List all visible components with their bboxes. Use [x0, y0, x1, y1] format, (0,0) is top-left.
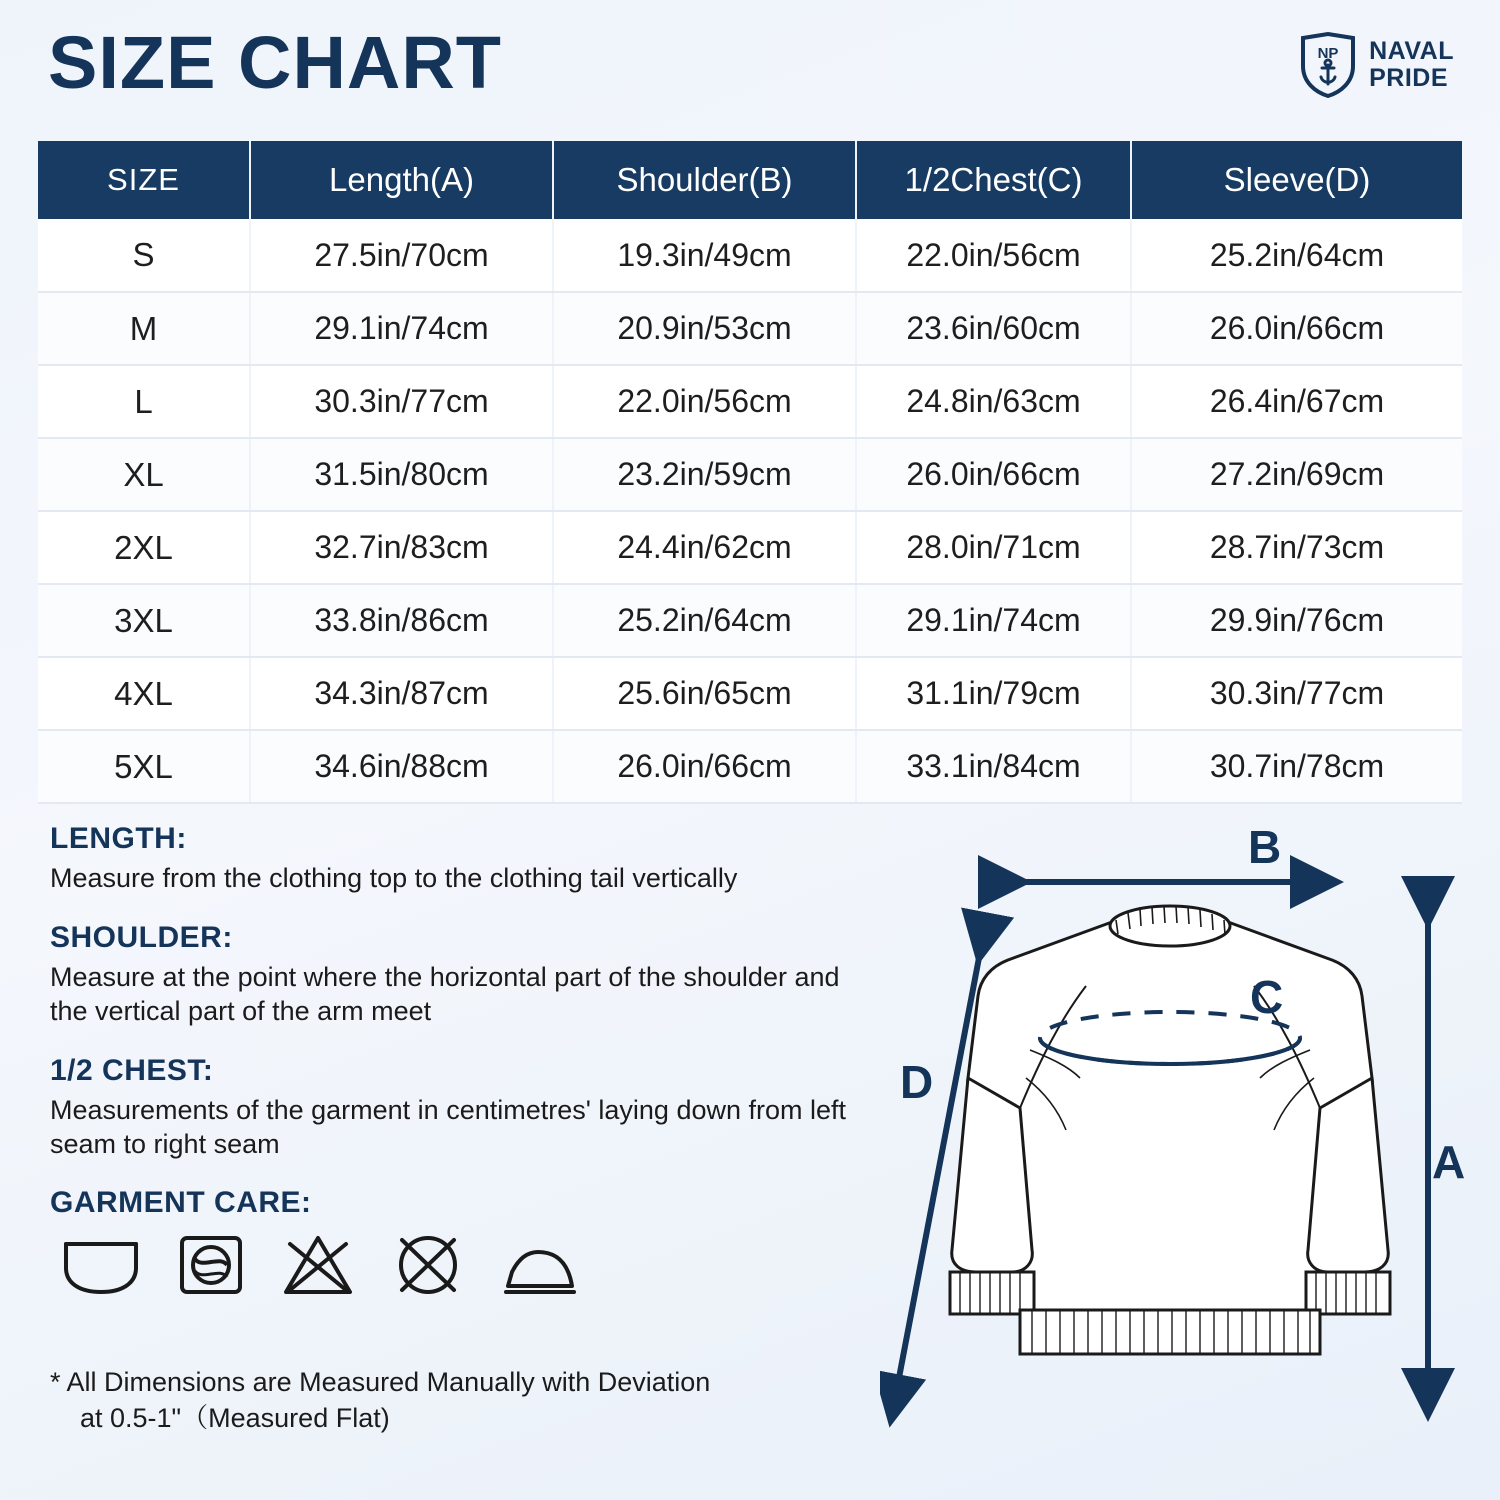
cell-length: 27.5in/70cm: [250, 219, 553, 292]
cell-length: 29.1in/74cm: [250, 292, 553, 365]
footnote-line2: at 0.5-1"（Measured Flat): [80, 1402, 390, 1433]
size-table-body: [38, 219, 1462, 803]
table-row: [38, 511, 1462, 584]
size-table-header: [38, 141, 1462, 219]
page-header: [0, 0, 1500, 130]
cell-chest: 31.1in/79cm: [856, 657, 1131, 730]
garment-illustration: [880, 810, 1480, 1460]
table-header-row: [38, 141, 1462, 219]
cell-size: 2XL: [38, 511, 250, 584]
page-title: SIZE CHART: [48, 21, 502, 104]
cell-length: 30.3in/77cm: [250, 365, 553, 438]
note-body-chest: Measurements of the garment in centimetres' laying down from left seam to right seam: [50, 1094, 847, 1160]
cell-length: 31.5in/80cm: [250, 438, 553, 511]
brand-logo: [1299, 32, 1454, 98]
dimension-label-chest: C: [1250, 971, 1284, 1023]
dimension-label-shoulder: B: [1248, 821, 1282, 873]
table-row: [38, 219, 1462, 292]
column-header-sleeve: Sleeve(D): [1131, 141, 1462, 219]
sweatshirt-diagram: [880, 810, 1480, 1460]
table-row: [38, 584, 1462, 657]
cell-size: 3XL: [38, 584, 250, 657]
cell-chest: 22.0in/56cm: [856, 219, 1131, 292]
cell-sleeve: 28.7in/73cm: [1131, 511, 1462, 584]
measurement-notes: [50, 822, 880, 1296]
svg-text:NP: NP: [1317, 45, 1339, 62]
cell-sleeve: 26.4in/67cm: [1131, 365, 1462, 438]
cell-length: 34.3in/87cm: [250, 657, 553, 730]
column-header-length: Length(A): [250, 141, 553, 219]
cell-sleeve: 27.2in/69cm: [1131, 438, 1462, 511]
cell-size: 5XL: [38, 730, 250, 803]
note-body-length: Measure from the clothing top to the clothing tail vertically: [50, 863, 738, 893]
cell-chest: 33.1in/84cm: [856, 730, 1131, 803]
cell-length: 34.6in/88cm: [250, 730, 553, 803]
table-row: [38, 657, 1462, 730]
care-icon-row: [62, 1234, 880, 1296]
table-row: [38, 438, 1462, 511]
tumble-dry-low-icon: [178, 1234, 244, 1296]
shield-icon: [1299, 32, 1357, 98]
footnote-line1: * All Dimensions are Measured Manually with Deviation: [50, 1367, 711, 1397]
cell-chest: 28.0in/71cm: [856, 511, 1131, 584]
cell-shoulder: 19.3in/49cm: [553, 219, 856, 292]
cell-size: S: [38, 219, 250, 292]
cell-shoulder: 20.9in/53cm: [553, 292, 856, 365]
cell-chest: 24.8in/63cm: [856, 365, 1131, 438]
footnote: [50, 1365, 890, 1436]
table-row: [38, 730, 1462, 803]
cell-chest: 29.1in/74cm: [856, 584, 1131, 657]
cell-size: XL: [38, 438, 250, 511]
cell-length: 33.8in/86cm: [250, 584, 553, 657]
note-heading-garment-care: GARMENT CARE:: [50, 1185, 312, 1219]
cell-length: 32.7in/83cm: [250, 511, 553, 584]
brand-name: [1369, 38, 1454, 92]
cell-shoulder: 24.4in/62cm: [553, 511, 856, 584]
cell-shoulder: 26.0in/66cm: [553, 730, 856, 803]
cell-sleeve: 30.3in/77cm: [1131, 657, 1462, 730]
table-row: [38, 365, 1462, 438]
dimension-label-sleeve: D: [900, 1056, 934, 1108]
cell-sleeve: 26.0in/66cm: [1131, 292, 1462, 365]
cell-size: M: [38, 292, 250, 365]
do-not-dry-clean-icon: [392, 1234, 464, 1296]
cell-chest: 23.6in/60cm: [856, 292, 1131, 365]
cell-size: 4XL: [38, 657, 250, 730]
do-not-bleach-icon: [282, 1234, 354, 1296]
note-heading-shoulder: SHOULDER:: [50, 920, 233, 954]
brand-name-line2: PRIDE: [1369, 64, 1448, 92]
iron-low-icon: [502, 1238, 578, 1296]
column-header-chest: 1/2Chest(C): [856, 141, 1131, 219]
cell-shoulder: 25.6in/65cm: [553, 657, 856, 730]
cell-size: L: [38, 365, 250, 438]
cell-sleeve: 30.7in/78cm: [1131, 730, 1462, 803]
cell-sleeve: 29.9in/76cm: [1131, 584, 1462, 657]
dimension-label-length: A: [1432, 1136, 1466, 1188]
note-body-shoulder: Measure at the point where the horizontal part of the shoulder and the vertical part of the arm meet: [50, 961, 840, 1027]
brand-name-line1: NAVAL: [1369, 37, 1454, 65]
note-heading-chest: 1/2 CHEST:: [50, 1053, 214, 1087]
column-header-size: SIZE: [38, 141, 250, 219]
cell-shoulder: 22.0in/56cm: [553, 365, 856, 438]
note-heading-length: LENGTH:: [50, 822, 187, 855]
cell-shoulder: 23.2in/59cm: [553, 438, 856, 511]
column-header-shoulder: Shoulder(B): [553, 141, 856, 219]
cell-shoulder: 25.2in/64cm: [553, 584, 856, 657]
hand-wash-icon: [62, 1234, 140, 1296]
table-row: [38, 292, 1462, 365]
size-table-container: [38, 141, 1462, 804]
size-table: [38, 141, 1462, 804]
cell-sleeve: 25.2in/64cm: [1131, 219, 1462, 292]
cell-chest: 26.0in/66cm: [856, 438, 1131, 511]
